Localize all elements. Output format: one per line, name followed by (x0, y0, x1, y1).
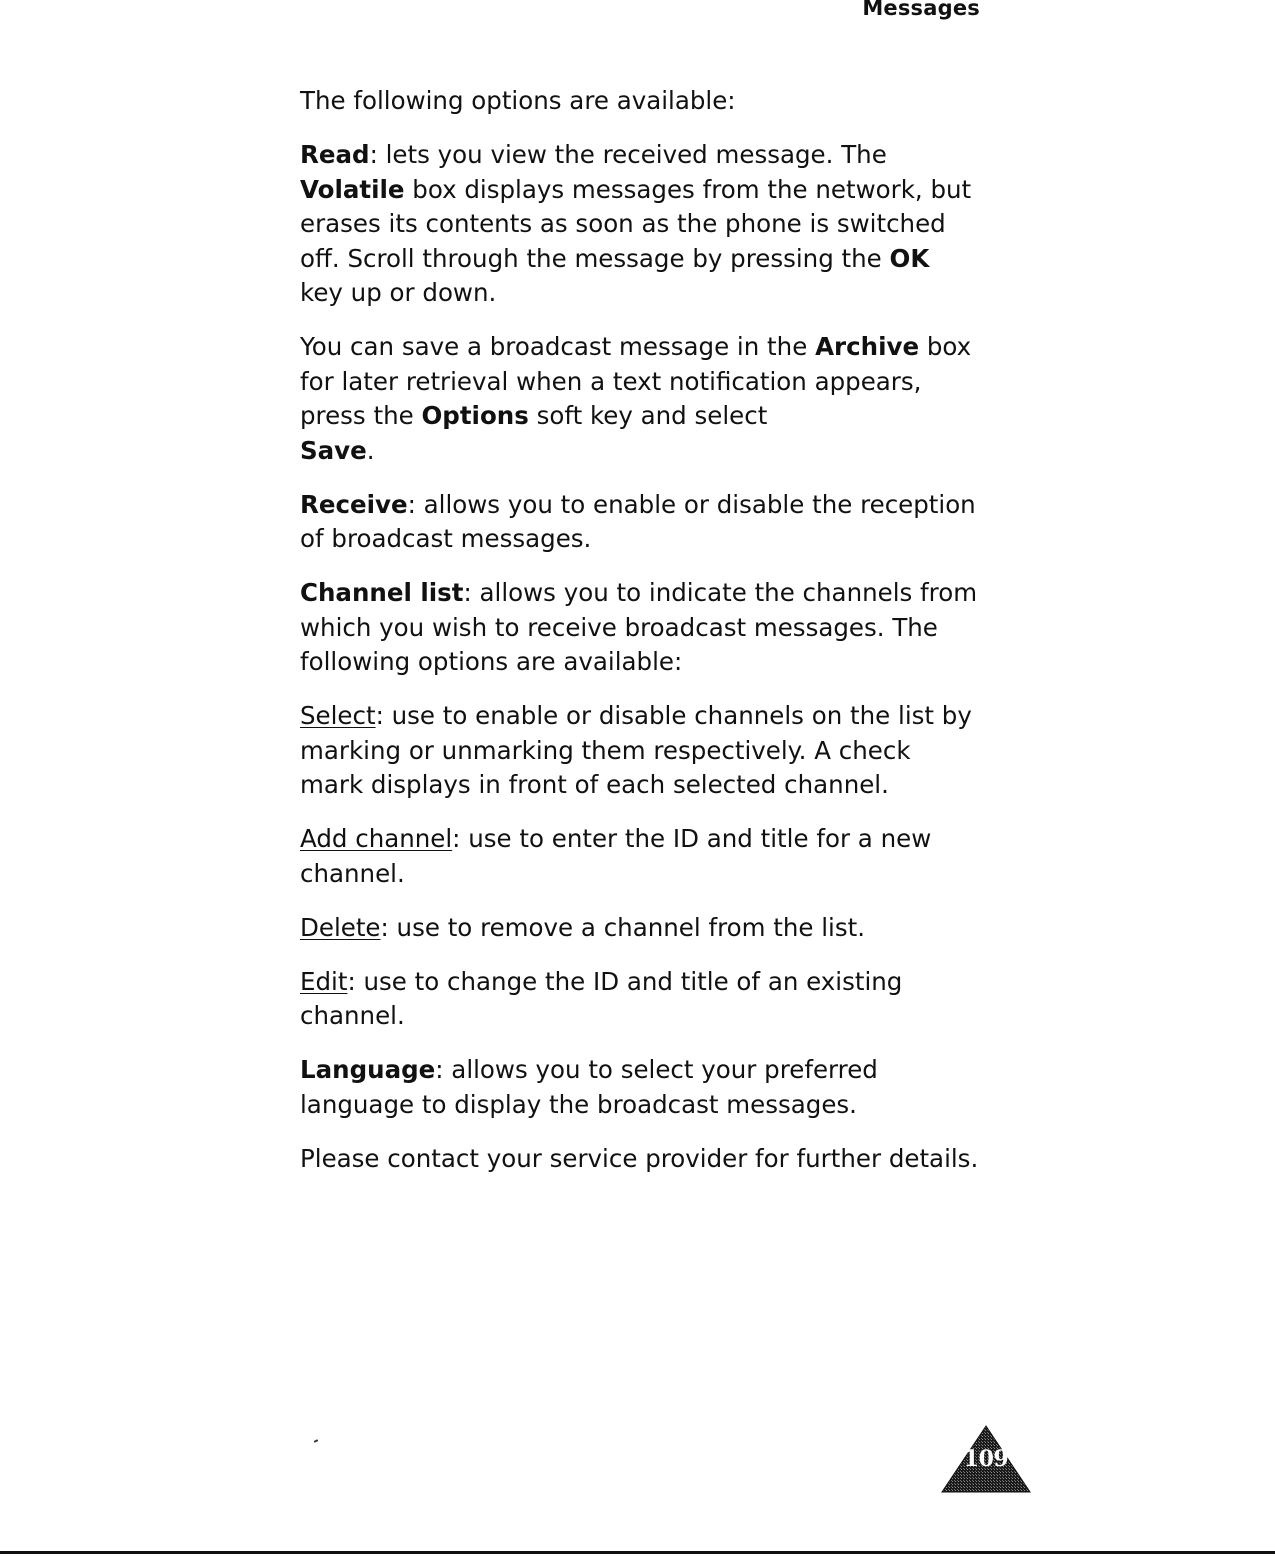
document-body (300, 84, 980, 1196)
archive-term: Archive (815, 332, 920, 361)
save-term: Save (300, 435, 367, 465)
delete-term: Delete (300, 912, 381, 942)
scan-speck (314, 1439, 318, 1443)
intro-paragraph: The following options are available: (300, 86, 736, 115)
archive-paragraph: You can save a broadcast message in the Archive box for later retrieval when a text notification appears, press the Options soft key and select Save. (300, 332, 972, 465)
receive-term: Receive (300, 489, 408, 519)
page-number: 109 (963, 1446, 1009, 1472)
select-term: Select (300, 701, 376, 730)
options-term: Options (421, 401, 529, 430)
select-paragraph: Select: use to enable or disable channels on the list by marking or unmarking them respectively. A check mark displays in front of each selected channel. (300, 701, 972, 799)
bottom-divider (0, 1551, 1275, 1554)
edit-term: Edit (300, 966, 348, 996)
read-paragraph: Read: lets you view the received message. The Volatile box displays messages from the network, but erases its contents as soon as the phone is switched off. Scroll through the message by pressing the OK key up or down. (300, 140, 972, 307)
language-paragraph: Language: allows you to select your preferred language to display the broadcast messages. (300, 1055, 878, 1119)
delete-paragraph: Delete: use to remove a channel from the list. (300, 912, 866, 942)
receive-paragraph: Receive: allows you to enable or disable the reception of broadcast messages. (300, 489, 976, 553)
edit-paragraph: Edit: use to change the ID and title of an existing channel. (300, 966, 903, 1030)
ok-key-term: OK (889, 243, 930, 273)
volatile-term: Volatile (300, 174, 405, 204)
add-channel-paragraph: Add channel: use to enter the ID and title for a new channel. (300, 824, 932, 888)
add-channel-term: Add channel (300, 824, 453, 853)
closing-paragraph: Please contact your service provider for further details. (300, 1143, 979, 1173)
channel-list-paragraph: Channel list: allows you to indicate the channels from which you wish to receive broadcast messages. The following options are available: (300, 578, 978, 676)
page-header: Messages (862, 0, 980, 20)
page-number-badge (940, 1424, 1032, 1494)
read-term: Read (300, 140, 370, 169)
channel-list-term: Channel list (300, 578, 464, 607)
language-term: Language (300, 1055, 436, 1084)
